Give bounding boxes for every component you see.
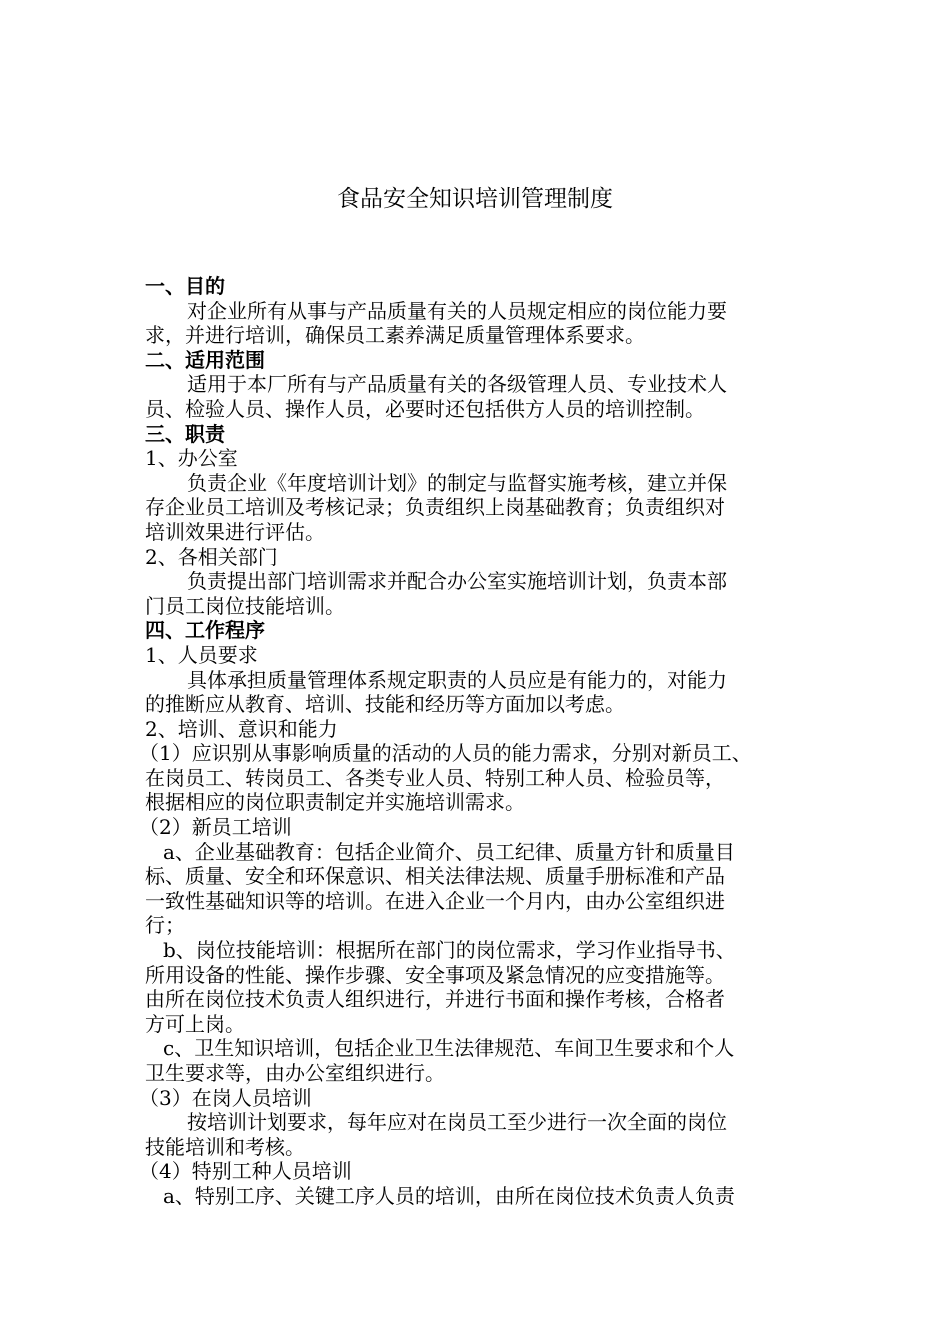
body-line: 技能培训和考核。: [145, 1134, 305, 1159]
body-line: 卫生要求等，由办公室组织进行。: [145, 1061, 445, 1085]
section-heading: 二、适用范围: [145, 347, 265, 372]
body-line: 具体承担质量管理体系规定职责的人员应是有能力的，对能力: [187, 667, 727, 692]
body-line: 的推断应从教育、培训、技能和经历等方面加以考虑。: [145, 692, 625, 717]
body-line: 根据相应的岗位职责制定并实施培训需求。: [145, 790, 525, 815]
document-body: [139, 274, 825, 1209]
section-heading: 一、目的: [145, 274, 225, 298]
body-line: 员、检验人员、操作人员，必要时还包括供方人员的培训控制。: [145, 396, 705, 421]
body-line: 2、各相关部门: [145, 544, 278, 569]
body-line: 由所在岗位技术负责人组织进行，并进行书面和操作考核，合格者: [145, 987, 725, 1012]
body-line: 在岗员工、转岗员工、各类专业人员、特别工种人员、检验员等，: [145, 765, 725, 790]
body-line: 一致性基础知识等的培训。在进入企业一个月内，由办公室组织进: [145, 888, 725, 913]
body-line: （3）在岗人员培训: [139, 1085, 312, 1110]
body-line: 存企业员工培训及考核记录；负责组织上岗基础教育；负责组织对: [145, 495, 725, 520]
body-line: 标、质量、安全和环保意识、相关法律法规、质量手册标准和产品: [145, 864, 725, 889]
body-line: 1、办公室: [145, 446, 238, 471]
body-line: 负责提出部门培训需求并配合办公室实施培训计划，负责本部: [187, 569, 727, 594]
body-line: b、岗位技能培训：根据所在部门的岗位需求，学习作业指导书、: [163, 938, 736, 963]
body-line: a、企业基础教育：包括企业简介、员工纪律、质量方针和质量目: [163, 839, 735, 864]
section-heading: 三、职责: [145, 421, 225, 446]
body-line: 行；: [145, 913, 185, 938]
body-line: （4）特别工种人员培训: [139, 1159, 352, 1184]
body-line: 负责企业《年度培训计划》的制定与监督实施考核，建立并保: [187, 470, 727, 495]
body-line: 方可上岗。: [145, 1011, 245, 1036]
body-line: 门员工岗位技能培训。: [145, 593, 345, 618]
body-line: 求，并进行培训，确保员工素养满足质量管理体系要求。: [145, 323, 645, 348]
body-line: （2）新员工培训: [139, 815, 292, 840]
body-line: 按培训计划要求，每年应对在岗员工至少进行一次全面的岗位: [187, 1110, 727, 1135]
section-heading: 四、工作程序: [145, 618, 265, 643]
document-title: 食品安全知识培训管理制度: [337, 186, 613, 212]
body-line: 对企业所有从事与产品质量有关的人员规定相应的岗位能力要: [187, 298, 727, 323]
body-line: 2、培训、意识和能力: [145, 716, 338, 741]
body-line: （1）应识别从事影响质量的活动的人员的能力需求，分别对新员工、: [139, 741, 752, 766]
body-line: 所用设备的性能、操作步骤、安全事项及紧急情况的应变措施等。: [145, 962, 725, 987]
body-line: c、卫生知识培训，包括企业卫生法律规范、车间卫生要求和个人: [163, 1036, 735, 1061]
body-line: 适用于本厂所有与产品质量有关的各级管理人员、专业技术人: [187, 372, 727, 397]
body-line: 培训效果进行评估。: [145, 519, 325, 544]
body-line: 1、人员要求: [145, 642, 258, 667]
body-line: a、特别工序、关键工序人员的培训，由所在岗位技术负责人负责: [163, 1183, 735, 1208]
